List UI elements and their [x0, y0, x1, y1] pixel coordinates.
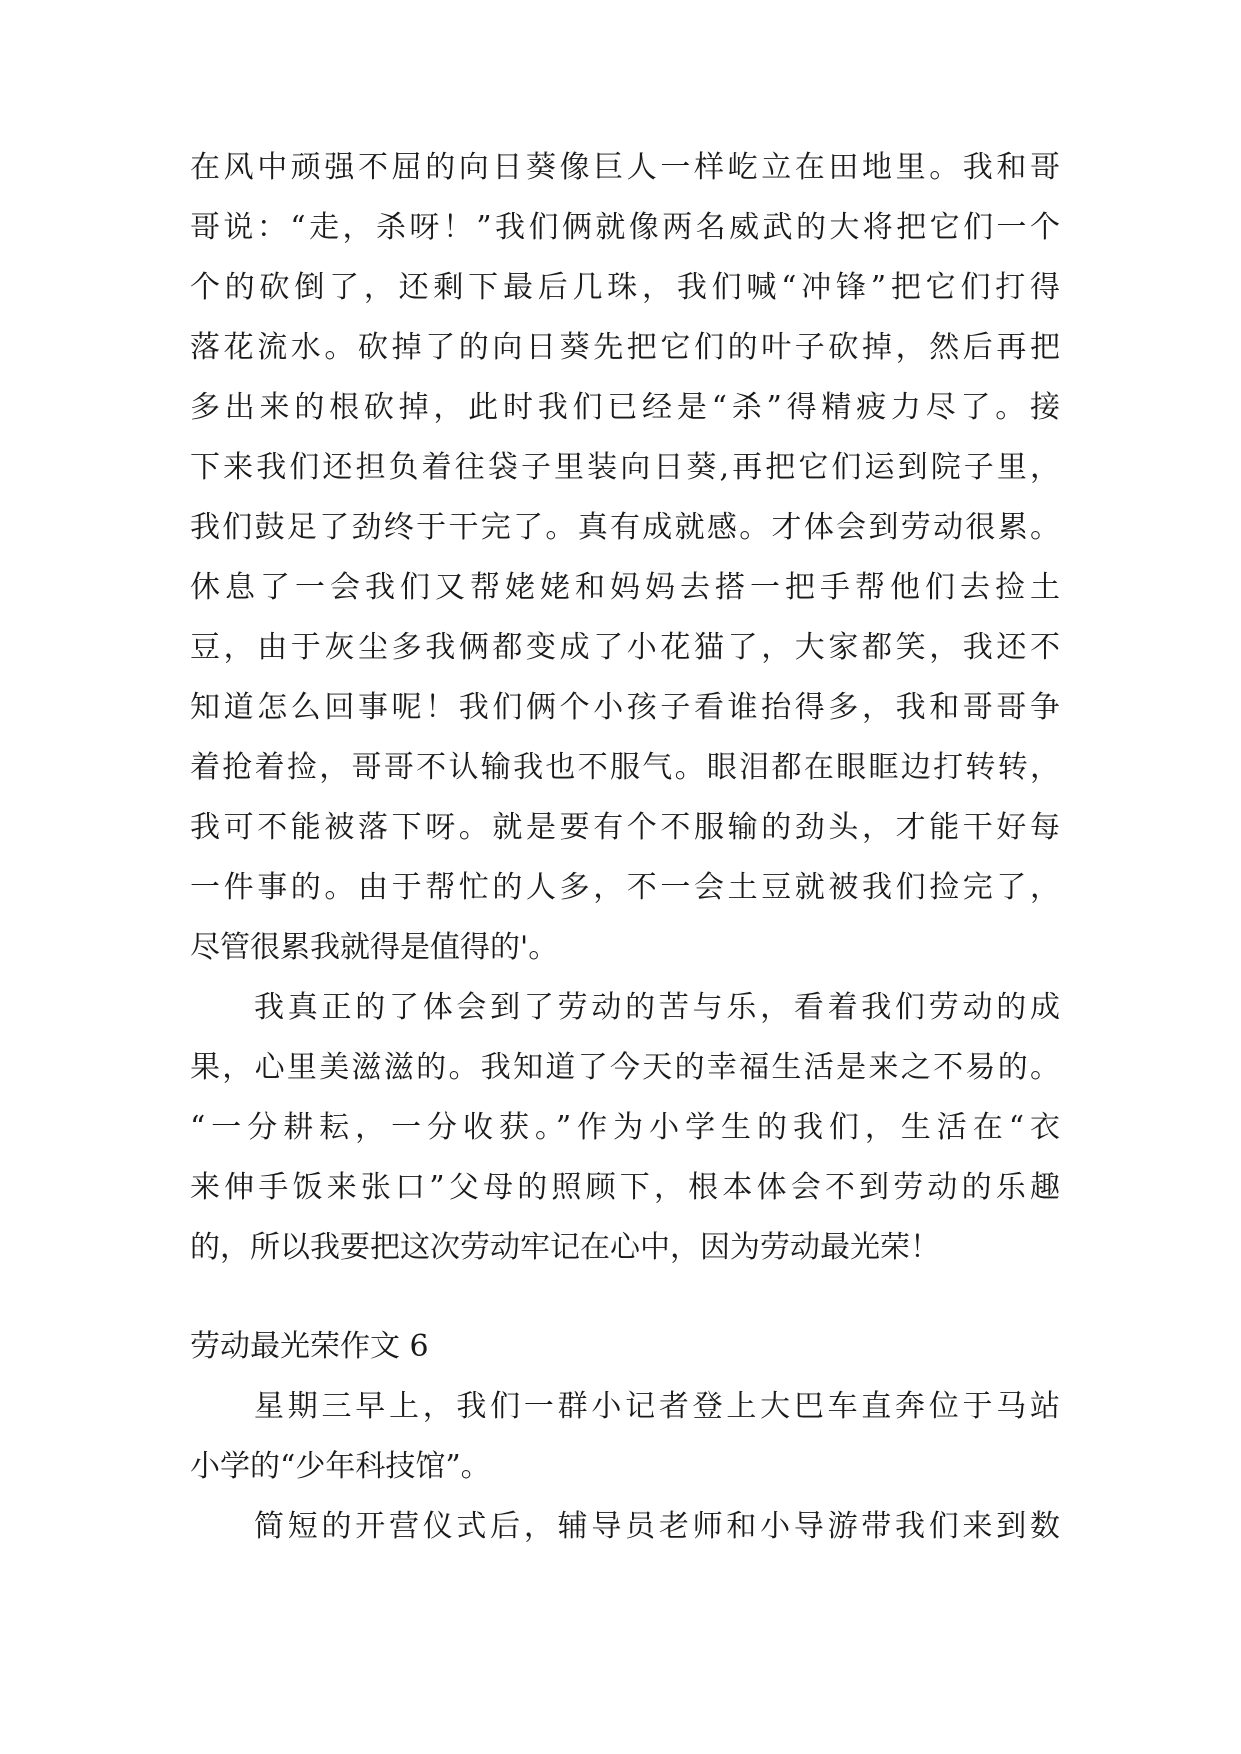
text-line: 落花流水。砍掉了的向日葵先把它们的叶子砍掉，然后再把	[190, 330, 1060, 365]
text-line: 的，所以我要把这次劳动牢记在心中，因为劳动最光荣！	[190, 1230, 940, 1265]
text-line: “一分耕耘，一分收获。”作为小学生的我们，生活在“衣	[190, 1110, 1060, 1145]
text-line: 着抢着捡，哥哥不认输我也不服气。眼泪都在眼眶边打转转，	[190, 750, 1060, 785]
text-line: 简短的开营仪式后，辅导员老师和小导游带我们来到数	[254, 1509, 1060, 1544]
text-line: 在风中顽强不屈的向日葵像巨人一样屹立在田地里。我和哥	[190, 150, 1060, 185]
text-line: 个的砍倒了，还剩下最后几珠，我们喊“冲锋”把它们打得	[190, 270, 1060, 305]
text-line: 我们鼓足了劲终于干完了。真有成就感。才体会到劳动很累。	[190, 510, 1060, 545]
text-line: 果，心里美滋滋的。我知道了今天的幸福生活是来之不易的。	[190, 1050, 1060, 1085]
text-line: 哥说：“走，杀呀！”我们俩就像两名威武的大将把它们一个	[190, 210, 1060, 245]
text-line: 尽管很累我就得是值得的'。	[190, 930, 559, 965]
text-line: 多出来的根砍掉，此时我们已经是“杀”得精疲力尽了。接	[190, 390, 1060, 425]
text-line: 小学的“少年科技馆”。	[190, 1449, 491, 1484]
text-line: 知道怎么回事呢！我们俩个小孩子看谁抬得多，我和哥哥争	[190, 690, 1060, 725]
section-heading: 劳动最光荣作文 6	[190, 1329, 429, 1364]
text-line: 豆，由于灰尘多我俩都变成了小花猫了，大家都笑，我还不	[190, 630, 1060, 665]
text-line: 我可不能被落下呀。就是要有个不服输的劲头，才能干好每	[190, 810, 1060, 845]
text-line: 下来我们还担负着往袋子里装向日葵,再把它们运到院子里，	[190, 450, 1060, 485]
text-line: 一件事的。由于帮忙的人多，不一会土豆就被我们捡完了，	[190, 870, 1060, 905]
text-line: 休息了一会我们又帮姥姥和妈妈去搭一把手帮他们去捡土	[190, 570, 1060, 605]
text-line: 星期三早上，我们一群小记者登上大巴车直奔位于马站	[254, 1389, 1060, 1424]
text-line: 来伸手饭来张口”父母的照顾下，根本体会不到劳动的乐趣	[190, 1170, 1060, 1205]
text-line: 我真正的了体会到了劳动的苦与乐，看着我们劳动的成	[254, 990, 1060, 1025]
